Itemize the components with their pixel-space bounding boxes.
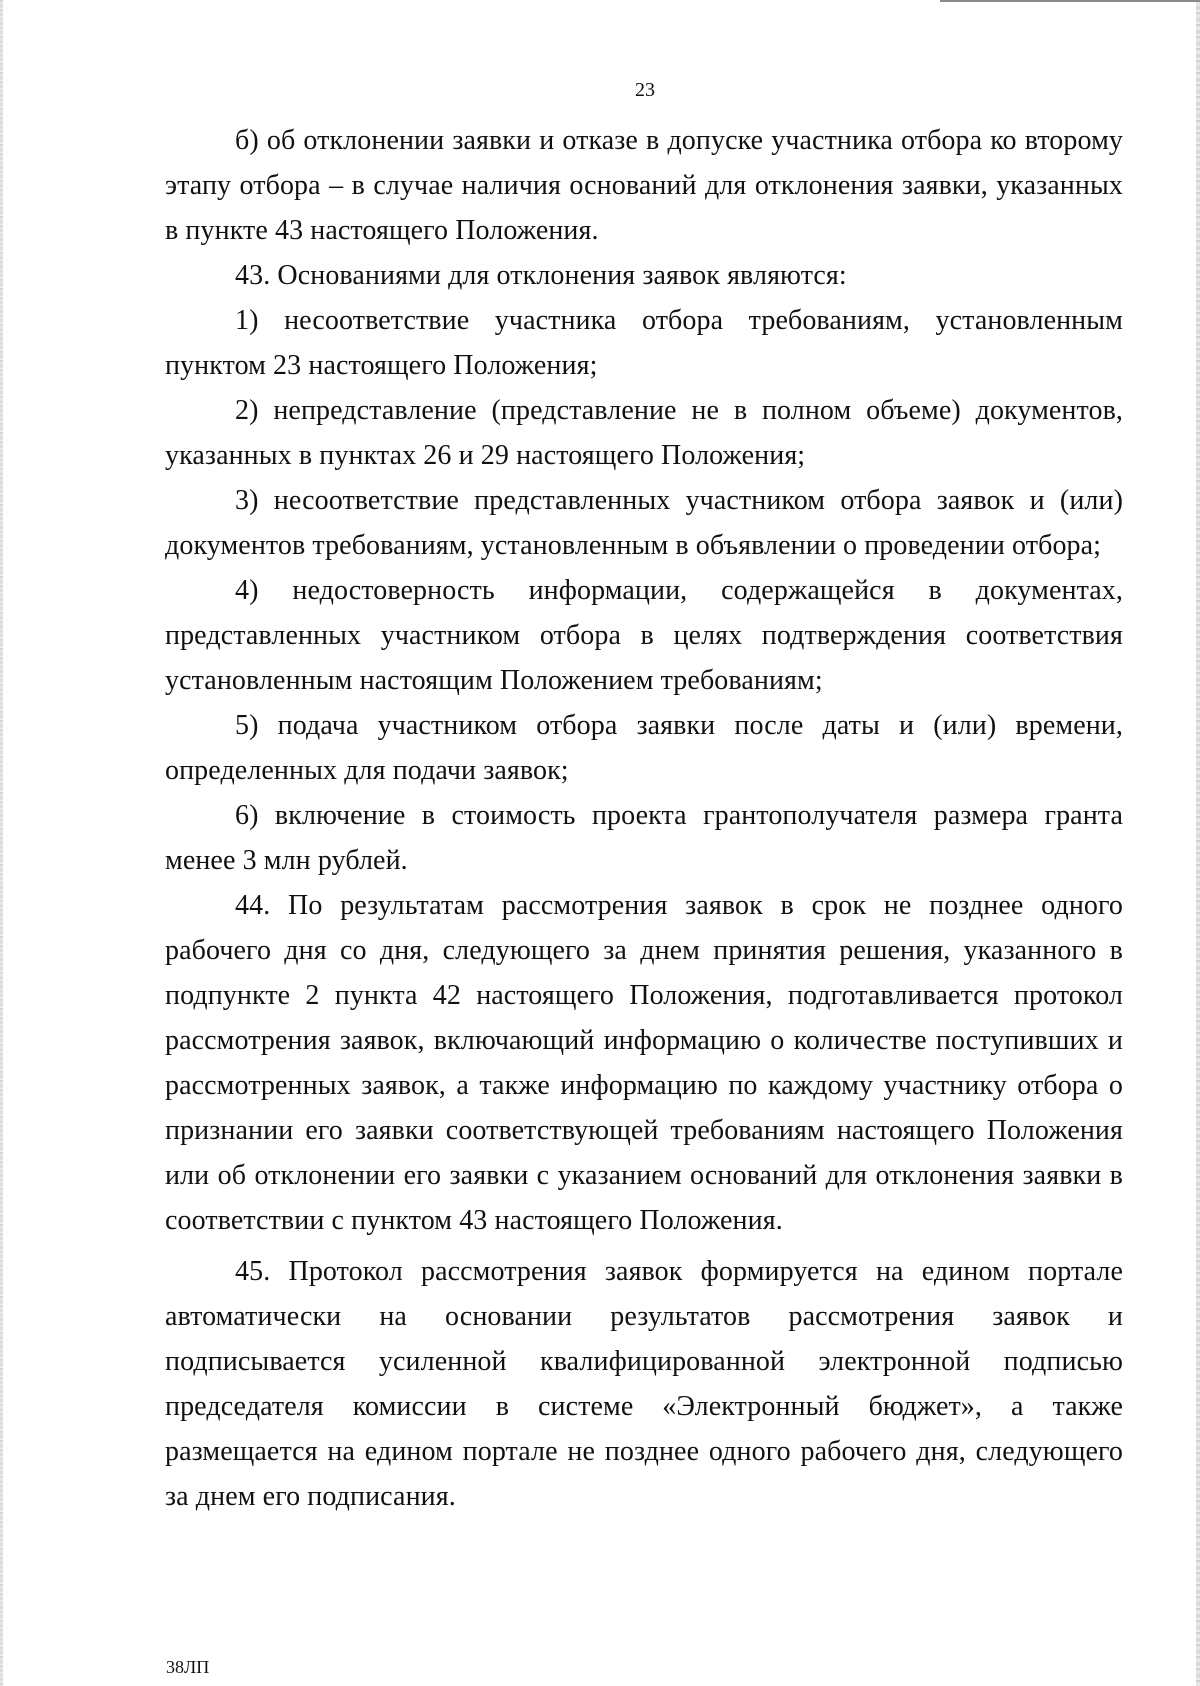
paragraph-43-item-4: 4) недостоверность информации, содержащейся в документах, представленных участником отбора в целях подтверждения соответствия установленным настоящим Положением требованиям; xyxy=(165,575,1123,696)
paragraph-43-item-2: 2) непредставление (представление не в полном объеме) документов, указанных в пунктах 26 и 29 настоящего Положения; xyxy=(165,395,1123,471)
paragraph-43-heading: 43. Основаниями для отклонения заявок являются: xyxy=(235,260,847,291)
scan-left-edge xyxy=(0,0,3,1686)
scan-top-edge xyxy=(940,0,1200,2)
paragraph-b-rejection: б) об отклонении заявки и отказе в допуске участника отбора ко второму этапу отбора – в случае наличия оснований для отклонения заявки, указанных в пункте 43 настоящего Положения. xyxy=(165,125,1123,246)
paragraph-43-item-5: 5) подача участником отбора заявки после даты и (или) времени, определенных для подачи заявок; xyxy=(165,710,1123,786)
paragraph-43-item-3: 3) несоответствие представленных участником отбора заявок и (или) документов требованиям, установленным в объявлении о проведении отбора; xyxy=(165,485,1123,561)
page-number: 23 xyxy=(635,79,655,101)
paragraph-45: 45. Протокол рассмотрения заявок формируется на едином портале автоматически на основании результатов рассмотрения заявок и подписывается усиленной квалифицированной электронной подписью председателя комиссии в системе «Электронный бюджет», а также размещается на едином портале не позднее одного рабочего дня, следующего за днем его подписания. xyxy=(165,1256,1123,1512)
scan-right-edge xyxy=(1196,0,1200,1686)
document-body xyxy=(165,118,1123,1519)
document-code: 38ЛП xyxy=(166,1657,210,1677)
paragraph-43-item-6: 6) включение в стоимость проекта грантополучателя размера гранта менее 3 млн рублей. xyxy=(165,800,1123,876)
paragraph-43-item-1: 1) несоответствие участника отбора требованиям, установленным пунктом 23 настоящего Положения; xyxy=(165,305,1123,381)
paragraph-44: 44. По результатам рассмотрения заявок в срок не позднее одного рабочего дня со дня, следующего за днем принятия решения, указанного в подпункте 2 пункта 42 настоящего Положения, подготавливается протокол рассмотрения заявок, включающий информацию о количестве поступивших и рассмотренных заявок, а также информацию по каждому участнику отбора о признании его заявки соответствующей требованиям настоящего Положения или об отклонении его заявки с указанием оснований для отклонения заявки в соответствии с пунктом 43 настоящего Положения. xyxy=(165,890,1123,1236)
